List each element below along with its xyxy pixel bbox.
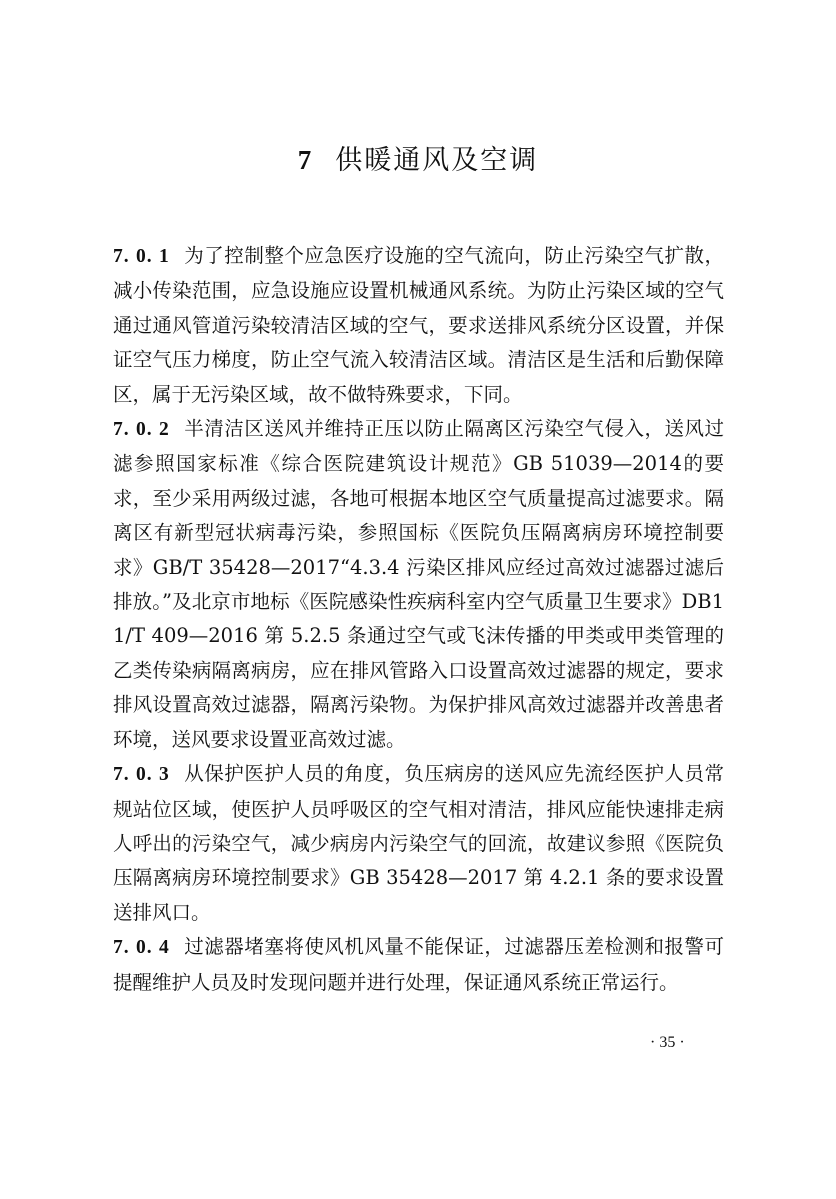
clause-7-0-4: [113, 930, 724, 1000]
clause-7-0-3: [113, 757, 724, 930]
clause-number: 7. 0. 2: [113, 419, 170, 441]
chapter-title-text: 供暖通风及空调: [335, 145, 539, 176]
chapter-number: 7: [297, 145, 314, 175]
page-number: · 35 ·: [650, 1034, 685, 1051]
clause-list: [113, 239, 724, 1000]
clause-text: 为了控制整个应急医疗设施的空气流向，防止污染空气扩散，减小传染范围，应急设施应设置机械通风系统。为防止污染区域的空气通过通风管道污染较清洁区域的空气，要求送排风系统分区设置，并保证空气压力梯度，防止空气流入较清洁区域。清洁区是生活和后勤保障区，属于无污染区域，故不做特殊要求，下同。: [113, 244, 724, 406]
clause-number: 7. 0. 3: [113, 764, 170, 786]
chapter-title: [0, 140, 836, 181]
clause-7-0-2: [113, 412, 724, 757]
clause-number: 7. 0. 4: [113, 937, 170, 959]
clause-text: 从保护医护人员的角度，负压病房的送风应先流经医护人员常规站位区域，使医护人员呼吸区的空气相对清洁，排风应能快速排走病人呼出的污染空气，减少病房内污染空气的回流，故建议参照《医院负压隔离病房环境控制要求》GB 35428—2017 第 4.2.1 条的要求设置送排风口。: [113, 762, 724, 924]
clause-number: 7. 0. 1: [113, 246, 170, 267]
clause-text: 半清洁区送风并维持正压以防止隔离区污染空气侵入，送风过滤参照国家标准《综合医院建筑设计规范》GB 51039—2014的要求，至少采用两级过滤，各地可根据本地区空气质量提高过滤要求。隔离区有新型冠状病毒污染，参照国标《医院负压隔离病房环境控制要求》GB/T 35428—2017“4.3.4 污染区排风应经过高效过滤器过滤后排放。”及北京市地标《医院感染性疾病科室内空气质量卫生要求》DB11/T 409—2016 第 5.2.5 条通过空气或飞沫传播的甲类或甲类管理的乙类传染病隔离病房，应在排风管路入口设置高效过滤器的规定，要求排风设置高效过滤器，隔离污染物。为保护排风高效过滤器并改善患者环境，送风要求设置亚高效过滤。: [113, 417, 724, 751]
clause-7-0-1: [113, 239, 724, 412]
clause-text: 过滤器堵塞将使风机风量不能保证，过滤器压差检测和报警可提醒维护人员及时发现问题并进行处理，保证通风系统正常运行。: [113, 935, 724, 994]
